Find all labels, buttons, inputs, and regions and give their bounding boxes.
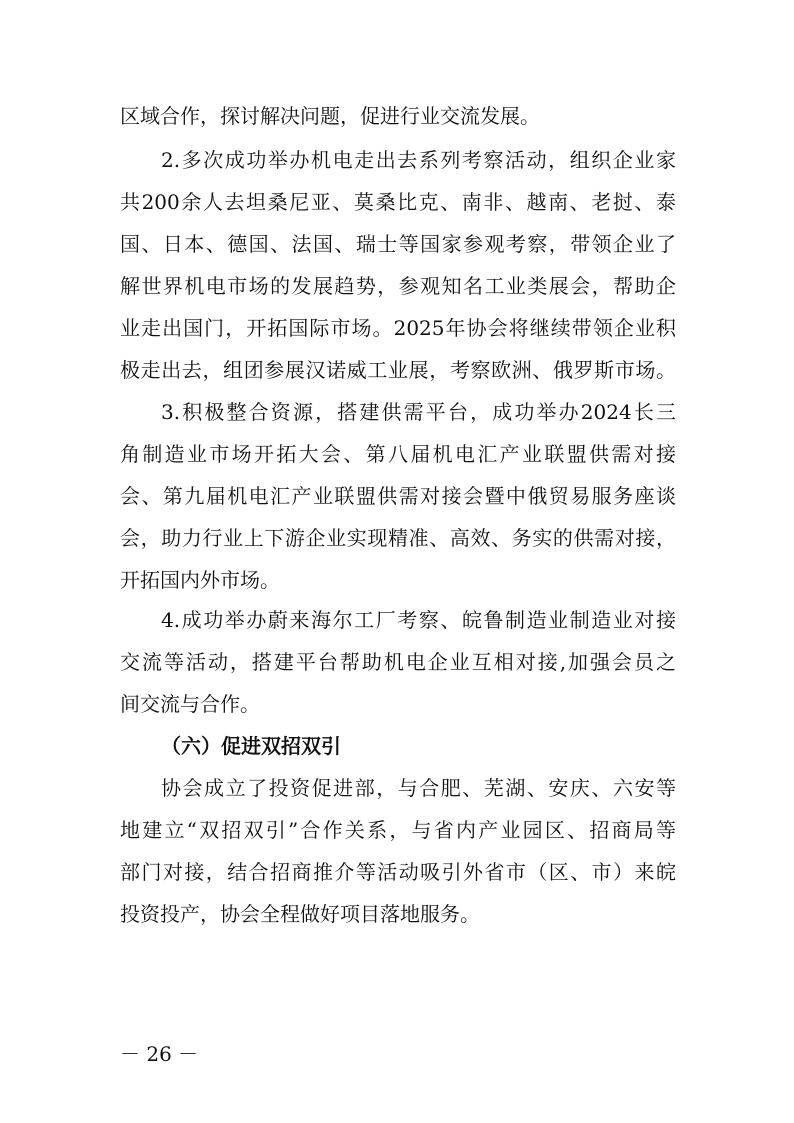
text-line: 投资投产，协会全程做好项目落地服务。 [120,902,480,926]
text-line: 会、第九届机电汇产业联盟供需对接会暨中俄贸易服务座谈 [120,484,676,508]
text-line: 2.多次成功举办机电走出去系列考察活动，组织企业家 [161,148,676,172]
text-line: 4.成功举办蔚来海尔工厂考察、皖鲁制造业制造业对接 [161,608,676,632]
text-line: 交流等活动，搭建平台帮助机电企业互相对接,加强会员之 [120,650,676,674]
text-line: 角制造业市场开拓大会、第八届机电汇产业联盟供需对接 [120,442,676,466]
text-line: 部门对接，结合招商推介等活动吸引外省市（区、市）来皖 [120,860,676,884]
text-line: 解世界机电市场的发展趋势，参观知名工业类展会，帮助企 [120,274,676,298]
text-line: 间交流与合作。 [120,692,260,716]
text-line: 业走出国门，开拓国际市场。2025年协会将继续带领企业积 [120,316,676,340]
text-line: 会，助力行业上下游企业实现精准、高效、务实的供需对接， [120,526,676,550]
text-line: 国、日本、德国、法国、瑞士等国家参观考察，带领企业了 [120,232,676,256]
text-line: 3.积极整合资源，搭建供需平台，成功举办2024长三 [161,400,676,424]
page-number: － 26 － [120,1042,199,1066]
text-line: 协会成立了投资促进部，与合肥、芜湖、安庆、六安等 [161,776,676,800]
text-line: 共200余人去坦桑尼亚、莫桑比克、南非、越南、老挝、泰 [120,190,676,214]
text-line: 开拓国内外市场。 [120,568,280,592]
section-heading: （六）促进双招双引 [161,734,341,758]
text-line: 区域合作，探讨解决问题，促进行业交流发展。 [120,104,540,128]
text-line: 极走出去，组团参展汉诺威工业展，考察欧洲、俄罗斯市场。 [120,358,676,382]
text-line: 地建立“双招双引”合作关系，与省内产业园区、招商局等 [120,818,676,842]
